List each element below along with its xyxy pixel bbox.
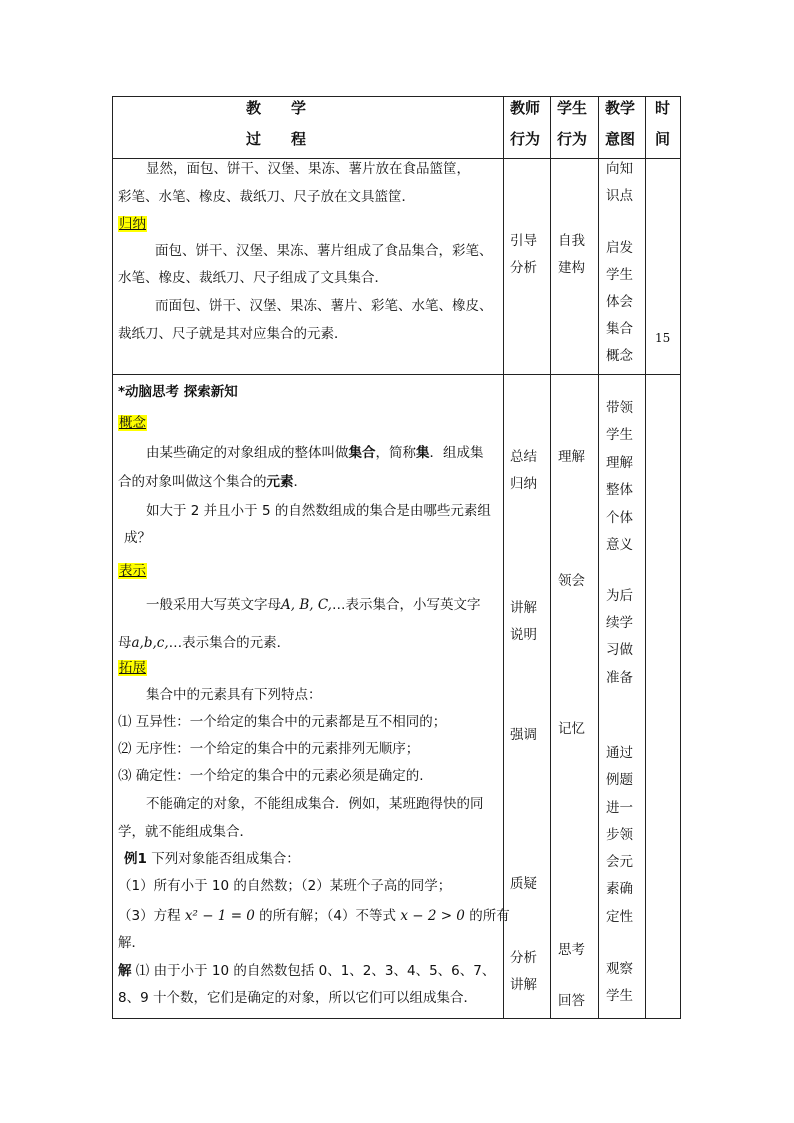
s2-intent: 带领	[606, 400, 633, 416]
header-intent-bottom: 意图	[605, 130, 636, 148]
s1-paragraph-line: 裁纸刀、尺子就是其对应集合的元素．	[118, 326, 348, 342]
s2-extension-line: ⑴ 互异性：一个给定的集合中的元素都是互不相同的；	[118, 714, 447, 730]
header-teacher-bottom: 行为	[510, 130, 541, 148]
s1-intent: 集合	[606, 321, 633, 337]
s2-intent: 准备	[606, 670, 633, 686]
s2-intent: 观察	[606, 961, 633, 977]
s1-intent: 识点	[606, 188, 633, 204]
s2-repr-line: 一般采用大写英文字母A, B, C,…表示集合，小写英文字	[146, 597, 481, 613]
s2-intent: 意义	[606, 537, 633, 553]
s2-solution-line: 解 ⑴ 由于小于 10 的自然数包括 0、1、2、3、4、5、6、7、	[118, 963, 496, 979]
s2-extension-line: ⑵ 无序性：一个给定的集合中的元素排列无顺序；	[118, 741, 420, 757]
s2-question-line: 成？	[124, 530, 151, 546]
s2-student-action: 思考	[558, 942, 585, 958]
s2-intent: 为后	[606, 588, 633, 604]
s2-extension-line: ⑶ 确定性：一个给定的集合中的元素必须是确定的.	[118, 768, 424, 784]
s2-intent: 习做	[606, 642, 633, 658]
row-divider	[113, 374, 680, 375]
s2-teacher-action: 讲解	[510, 977, 537, 993]
s1-student-action: 自我	[558, 233, 585, 249]
header-intent-top: 教学	[605, 99, 636, 117]
s2-question-line: 如大于 2 并且小于 5 的自然数组成的集合是由哪些元素组	[146, 503, 491, 519]
s2-student-action: 领会	[558, 573, 585, 589]
s2-repr-line: 母a,b,c,…表示集合的元素．	[118, 635, 291, 651]
s2-teacher-action: 分析	[510, 950, 537, 966]
s1-intent: 体会	[606, 294, 633, 310]
s2-intent: 例题	[606, 772, 633, 788]
header-time-bottom: 间	[655, 130, 671, 148]
s2-concept-line: 合的对象叫做这个集合的元素．	[118, 474, 307, 490]
s1-teacher-action: 引导	[510, 233, 537, 249]
s1-paragraph-line: 而面包、饼干、汉堡、果冻、薯片、彩笔、水笔、橡皮、	[155, 298, 493, 314]
s2-teacher-action: 总结	[510, 449, 537, 465]
s1-student-action: 建构	[558, 260, 585, 276]
s2-teacher-action: 质疑	[510, 876, 537, 892]
column-divider	[550, 97, 551, 1018]
tag-concept: 概念	[119, 415, 146, 431]
s2-note-line: 学，就不能组成集合．	[118, 824, 253, 840]
tag-summary: 归纳	[119, 216, 146, 232]
s2-teacher-action: 强调	[510, 727, 537, 743]
s2-student-action: 记忆	[558, 721, 585, 737]
s1-teacher-action: 分析	[510, 260, 537, 276]
s2-title: *动脑思考 探索新知	[118, 384, 238, 400]
s2-intent: 个体	[606, 510, 633, 526]
column-divider	[598, 97, 599, 1018]
s2-intent: 学生	[606, 427, 633, 443]
s1-intent: 概念	[606, 348, 633, 364]
s2-intent: 定性	[606, 909, 633, 925]
s2-intent: 理解	[606, 455, 633, 471]
s2-student-action: 回答	[558, 993, 585, 1009]
header-time-top: 时	[655, 99, 671, 117]
s2-intent: 进一	[606, 800, 633, 816]
s2-example-line: 解．	[118, 935, 145, 951]
s2-teacher-action: 归纳	[510, 476, 537, 492]
s1-paragraph-line: 显然，面包、饼干、汉堡、果冻、薯片放在食品篮筐，	[146, 161, 470, 177]
s2-intent: 整体	[606, 482, 633, 498]
s2-teacher-action: 说明	[510, 627, 537, 643]
s2-example-line: （3）方程 x² − 1 = 0 的所有解；（4）不等式 x − 2 > 0 的所有	[118, 908, 510, 924]
tag-representation: 表示	[119, 563, 146, 579]
row-divider	[113, 158, 680, 159]
s1-time: 15	[655, 331, 671, 345]
s1-intent: 向知	[606, 161, 633, 177]
s2-teacher-action: 讲解	[510, 600, 537, 616]
s1-paragraph-line: 面包、饼干、汉堡、果冻、薯片组成了食品集合，彩笔、	[155, 243, 493, 259]
s2-extension-line: 集合中的元素具有下列特点：	[146, 687, 322, 703]
s2-intent: 素确	[606, 881, 633, 897]
s2-intent: 步领	[606, 827, 633, 843]
s2-student-action: 理解	[558, 449, 585, 465]
s2-intent: 学生	[606, 988, 633, 1004]
s2-example-heading: 例1 下列对象能否组成集合：	[124, 851, 300, 867]
column-divider	[645, 97, 646, 1018]
s2-intent: 续学	[606, 615, 633, 631]
header-student-bottom: 行为	[557, 130, 588, 148]
tag-extension: 拓展	[119, 660, 146, 676]
s2-concept-line: 由某些确定的对象组成的整体叫做集合，简称集．组成集	[146, 445, 484, 461]
s2-solution-line: 8、9 十个数，它们是确定的对象，所以它们可以组成集合．	[118, 990, 477, 1006]
s1-intent: 启发	[606, 240, 633, 256]
s2-note-line: 不能确定的对象，不能组成集合．例如，某班跑得快的同	[146, 796, 484, 812]
s2-intent: 通过	[606, 745, 633, 761]
header-process-bottom: 过 程	[246, 130, 307, 148]
s1-paragraph-line: 彩笔、水笔、橡皮、裁纸刀、尺子放在文具篮筐．	[118, 189, 415, 205]
s1-paragraph-line: 水笔、橡皮、裁纸刀、尺子组成了文具集合．	[118, 270, 388, 286]
header-teacher-top: 教师	[510, 99, 541, 117]
s1-intent: 学生	[606, 267, 633, 283]
s2-intent: 会元	[606, 854, 633, 870]
s2-example-line: （1）所有小于 10 的自然数；（2）某班个子高的同学；	[118, 878, 452, 894]
column-divider	[503, 97, 504, 1018]
header-student-top: 学生	[557, 99, 588, 117]
header-process-top: 教 学	[246, 99, 307, 117]
